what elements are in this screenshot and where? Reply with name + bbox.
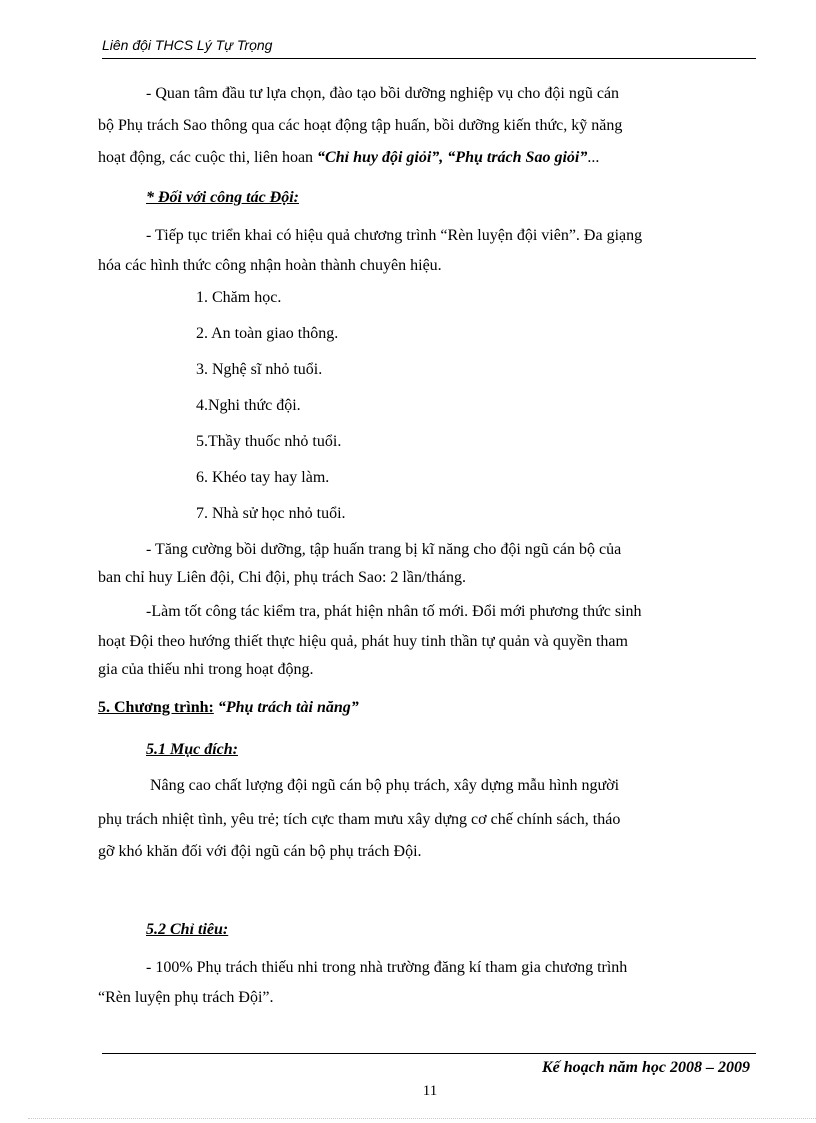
para3-line2: ban chỉ huy Liên đội, Chi đội, phụ trách Sao: 2 lần/tháng. [98, 569, 466, 586]
list-item: 1. Chăm học. [196, 289, 282, 306]
para4-line2: hoạt Đội theo hướng thiết thực hiệu quả, phát huy tinh thần tự quản và quyền tham [98, 633, 628, 650]
section51-heading: 5.1 Mục đích: [146, 741, 238, 758]
para1-line3-prefix: hoạt động, các cuộc thi, liên hoan [98, 149, 318, 166]
footer-plan-title: Kế hoạch năm học 2008 – 2009 [541, 1059, 750, 1076]
section52-heading: 5.2 Chỉ tiêu: [146, 921, 229, 938]
header-divider [102, 58, 756, 59]
section51-line2: phụ trách nhiệt tình, yêu trẻ; tích cực tham mưu xây dựng cơ chế chính sách, tháo [98, 811, 621, 828]
list-item: 5.Thầy thuốc nhỏ tuổi. [196, 433, 342, 450]
para3-line1: - Tăng cường bồi dưỡng, tập huấn trang bị kĩ năng cho đội ngũ cán bộ của [146, 541, 622, 558]
section51-line3: gỡ khó khăn đối với đội ngũ cán bộ phụ trách Đội. [98, 843, 422, 860]
para2-line2: hóa các hình thức công nhận hoàn thành chuyên hiệu. [98, 257, 442, 274]
footer-divider [102, 1053, 756, 1054]
section52-line1: - 100% Phụ trách thiếu nhi trong nhà trường đăng kí tham gia chương trình [146, 959, 628, 976]
para1-line2: bộ Phụ trách Sao thông qua các hoạt động tập huấn, bồi dưỡng kiến thức, kỹ năng [98, 117, 623, 134]
para1-line3 [98, 148, 599, 168]
para4-line1: -Làm tốt công tác kiểm tra, phát hiện nhân tố mới. Đổi mới phương thức sinh [146, 603, 642, 620]
para1-line3-suffix: ... [587, 149, 600, 166]
para1-line1: - Quan tâm đầu tư lựa chọn, đào tạo bồi dưỡng nghiệp vụ cho đội ngũ cán [146, 85, 620, 102]
list-item: 6. Khéo tay hay làm. [196, 469, 330, 486]
page-header-title: Liên đội THCS Lý Tự Trọng [102, 37, 273, 53]
page-number: 11 [422, 1083, 438, 1099]
page-bottom-border [28, 1118, 816, 1119]
para1-line3-emphasis: “Chỉ huy đội giỏi”, “Phụ trách Sao giỏi” [317, 149, 588, 166]
section5-heading [98, 698, 359, 718]
section52-line2: “Rèn luyện phụ trách Đội”. [98, 989, 274, 1006]
para4-line3: gia của thiếu nhi trong hoạt động. [98, 661, 314, 678]
section5-number: 5. Chương trình: [98, 699, 214, 716]
section-doi-heading: * Đối với công tác Đội: [146, 189, 300, 206]
section5-title: “Phụ trách tài năng” [217, 699, 359, 716]
list-item: 2. An toàn giao thông. [196, 325, 339, 342]
list-item: 3. Nghệ sĩ nhỏ tuổi. [196, 361, 323, 378]
section51-line1: Nâng cao chất lượng đội ngũ cán bộ phụ trách, xây dựng mẫu hình người [150, 777, 620, 794]
list-item: 4.Nghi thức đội. [196, 397, 301, 414]
list-item: 7. Nhà sử học nhỏ tuổi. [196, 505, 346, 522]
para2-line1: - Tiếp tục triển khai có hiệu quả chương trình “Rèn luyện đội viên”. Đa giạng [146, 227, 643, 244]
